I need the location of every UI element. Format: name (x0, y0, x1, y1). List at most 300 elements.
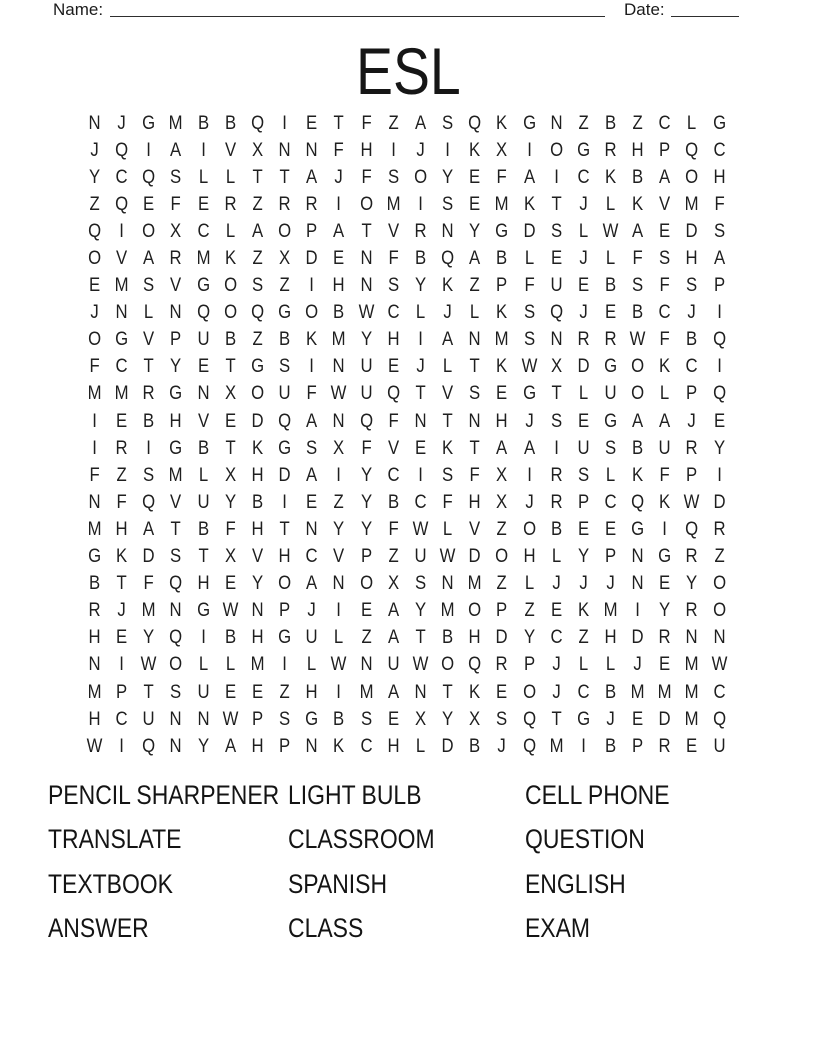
grid-cell: X (387, 573, 399, 595)
grid-cell: S (360, 708, 372, 730)
grid-cell: C (387, 464, 400, 486)
grid-cell: O (631, 383, 645, 405)
grid-cell: P (496, 600, 508, 622)
grid-cell: E (686, 735, 698, 757)
grid-cell: G (712, 112, 726, 134)
grid-cell: X (496, 139, 508, 161)
grid-cell: E (577, 518, 589, 540)
grid-cell: G (631, 518, 645, 540)
grid-cell: Y (224, 491, 236, 513)
grid-cell: J (307, 600, 317, 622)
grid-cell: J (579, 302, 588, 324)
grid-cell: N (631, 573, 644, 595)
grid-cell: B (197, 437, 209, 459)
grid-cell: D (495, 627, 508, 649)
grid-cell: L (578, 220, 589, 242)
grid-cell: C (305, 546, 318, 568)
grid-cell: C (577, 681, 590, 703)
grid-cell: S (442, 193, 454, 215)
grid-cell: B (604, 681, 617, 703)
grid-cell: C (685, 356, 699, 378)
grid-cell: P (577, 491, 589, 513)
grid-cell: L (225, 654, 236, 676)
grid-cell: Y (659, 600, 671, 622)
grid-cell: J (552, 681, 561, 703)
grid-cell: Z (89, 193, 100, 215)
grid-cell: D (468, 546, 481, 568)
grid-cell: R (658, 735, 671, 757)
grid-cell: Q (441, 248, 455, 270)
grid-cell: G (305, 708, 319, 730)
grid-cell: R (550, 464, 563, 486)
grid-cell: G (522, 383, 536, 405)
grid-cell: E (414, 437, 427, 459)
grid-cell: P (279, 600, 291, 622)
grid-cell: Z (361, 627, 372, 649)
grid-cell: A (713, 248, 725, 270)
grid-cell: L (334, 627, 344, 649)
grid-cell: N (631, 546, 644, 568)
grid-cell: V (442, 383, 454, 405)
grid-cell: F (170, 193, 182, 215)
grid-cell: X (496, 491, 508, 513)
grid-cell: R (305, 193, 318, 215)
grid-cell: G (251, 356, 265, 378)
grid-cell: Q (522, 708, 536, 730)
grid-cell: X (224, 464, 236, 486)
grid-cell: V (387, 437, 399, 459)
grid-cell: V (224, 139, 236, 161)
grid-cell: B (632, 302, 644, 324)
grid-cell: A (306, 573, 318, 595)
grid-cell: O (142, 220, 156, 242)
grid-cell: E (469, 193, 481, 215)
grid-cell: N (88, 654, 101, 676)
grid-cell: D (658, 708, 671, 730)
word-list-column-1 (48, 773, 320, 951)
grid-cell: M (685, 193, 699, 215)
grid-cell: Y (170, 356, 182, 378)
grid-cell: S (306, 437, 318, 459)
grid-cell: E (496, 383, 508, 405)
grid-cell: J (606, 708, 615, 730)
grid-cell: K (442, 437, 454, 459)
grid-cell: O (169, 654, 183, 676)
grid-cell: P (523, 654, 535, 676)
grid-cell: Y (360, 518, 372, 540)
grid-cell: S (279, 708, 291, 730)
grid-cell: H (468, 491, 481, 513)
grid-cell: G (169, 437, 183, 459)
grid-cell: K (224, 248, 236, 270)
grid-cell: M (630, 681, 645, 703)
grid-cell: E (197, 193, 209, 215)
grid-cell: Y (88, 166, 101, 188)
grid-cell: V (116, 248, 128, 270)
grid-cell: H (278, 546, 291, 568)
grid-cell: H (251, 627, 264, 649)
grid-cell: L (307, 654, 317, 676)
grid-cell: S (604, 437, 617, 459)
grid-cell: O (413, 166, 427, 188)
grid-cell: T (415, 383, 426, 405)
grid-cell: C (658, 112, 671, 134)
grid-cell: Q (359, 410, 373, 432)
grid-cell: T (361, 220, 372, 242)
grid-cell: N (332, 356, 346, 378)
grid-cell: N (360, 654, 373, 676)
grid-cell: U (577, 437, 590, 459)
grid-cell: L (605, 464, 616, 486)
grid-cell: N (197, 383, 210, 405)
grid-cell: M (494, 193, 509, 215)
grid-cell: M (169, 112, 184, 134)
grid-cell: J (687, 410, 697, 432)
grid-cell: O (88, 248, 102, 270)
grid-cell: R (495, 654, 508, 676)
grid-cell: Q (549, 302, 563, 324)
grid-cell: K (496, 112, 508, 134)
grid-cell: F (659, 329, 670, 351)
word-item: EXAM (525, 913, 591, 944)
grid-cell: V (143, 329, 155, 351)
grid-cell: P (251, 708, 264, 730)
grid-cell: M (549, 735, 564, 757)
grid-cell: R (685, 546, 699, 568)
grid-cell: B (224, 627, 236, 649)
grid-cell: S (143, 464, 155, 486)
grid-cell: C (658, 302, 671, 324)
grid-cell: N (169, 735, 183, 757)
grid-cell: Y (686, 573, 698, 595)
grid-cell: N (685, 627, 699, 649)
grid-cell: N (360, 248, 373, 270)
grid-cell: Y (197, 735, 209, 757)
grid-cell: Z (252, 248, 263, 270)
grid-cell: O (631, 356, 645, 378)
grid-cell: F (469, 464, 480, 486)
grid-cell: B (442, 627, 454, 649)
grid-cell: K (659, 356, 671, 378)
grid-cell: Q (251, 112, 265, 134)
grid-cell: F (225, 518, 236, 540)
grid-cell: H (523, 546, 536, 568)
grid-cell: D (251, 410, 264, 432)
grid-cell: K (577, 600, 589, 622)
grid-cell: O (223, 275, 237, 297)
grid-cell: G (169, 383, 183, 405)
grid-cell: K (632, 464, 644, 486)
grid-cell: I (390, 139, 396, 161)
date-label: Date: (624, 0, 665, 19)
grid-cell: S (414, 573, 427, 595)
grid-cell: W (140, 654, 157, 676)
grid-cell: J (552, 654, 561, 676)
grid-cell: X (224, 546, 236, 568)
word-list-column-2 (288, 773, 461, 951)
grid-cell: L (605, 193, 616, 215)
grid-cell: T (279, 166, 290, 188)
grid-cell: R (169, 248, 183, 270)
grid-cell: Z (333, 491, 345, 513)
grid-cell: N (468, 329, 481, 351)
grid-cell: F (388, 248, 399, 270)
grid-cell: W (331, 654, 347, 676)
grid-cell: I (418, 193, 423, 215)
grid-cell: T (225, 437, 236, 459)
grid-cell: H (332, 275, 346, 297)
grid-cell: S (523, 302, 535, 324)
grid-cell: J (416, 356, 425, 378)
grid-cell: G (604, 410, 618, 432)
grid-cell: Q (278, 410, 292, 432)
grid-cell: Q (712, 383, 726, 405)
grid-cell: Z (578, 627, 589, 649)
grid-cell: K (306, 329, 318, 351)
grid-cell: I (146, 437, 152, 459)
grid-cell: I (553, 166, 559, 188)
grid-cell: H (197, 573, 210, 595)
grid-cell: Q (712, 708, 726, 730)
grid-cell: B (224, 329, 236, 351)
grid-cell: K (523, 193, 535, 215)
grid-cell: P (686, 464, 698, 486)
grid-cell: G (576, 139, 590, 161)
word-item: PENCIL SHARPENER (48, 779, 280, 810)
grid-cell: Y (360, 464, 372, 486)
grid-cell: A (306, 464, 318, 486)
grid-cell: V (659, 193, 671, 215)
grid-cell: J (633, 654, 642, 676)
grid-cell: N (169, 600, 183, 622)
grid-cell: U (658, 437, 671, 459)
grid-cell: C (713, 139, 726, 161)
grid-cell: Z (469, 275, 480, 297)
grid-cell: R (685, 600, 699, 622)
grid-cell: F (361, 166, 372, 188)
grid-cell: P (604, 546, 617, 568)
grid-cell: G (278, 627, 292, 649)
grid-cell: N (305, 518, 318, 540)
grid-cell: U (197, 329, 210, 351)
grid-cell: J (524, 410, 534, 432)
grid-cell: I (336, 681, 342, 703)
word-item: CLASS (288, 913, 364, 944)
grid-cell: E (604, 302, 617, 324)
grid-cell: U (142, 708, 155, 730)
word-item: SPANISH (288, 868, 388, 899)
grid-cell: I (336, 464, 342, 486)
grid-cell: W (629, 329, 646, 351)
grid-cell: K (469, 681, 481, 703)
grid-cell: V (170, 491, 182, 513)
grid-cell: K (604, 166, 617, 188)
grid-cell: L (442, 518, 453, 540)
grid-cell: M (196, 248, 211, 270)
grid-cell: Z (252, 329, 263, 351)
grid-cell: L (415, 302, 426, 324)
grid-cell: E (577, 410, 589, 432)
grid-cell: S (170, 166, 182, 188)
grid-cell: E (496, 681, 508, 703)
grid-cell: E (224, 681, 236, 703)
grid-cell: C (360, 735, 373, 757)
grid-cell: F (496, 166, 508, 188)
grid-cell: S (387, 166, 399, 188)
grid-cell: F (659, 464, 670, 486)
grid-cell: S (442, 464, 454, 486)
grid-cell: I (336, 600, 342, 622)
grid-cell: Q (142, 166, 156, 188)
grid-cell: C (577, 166, 590, 188)
grid-cell: U (197, 681, 210, 703)
grid-cell: N (550, 329, 563, 351)
grid-cell: H (685, 248, 699, 270)
grid-cell: Y (414, 275, 427, 297)
grid-cell: A (387, 681, 399, 703)
grid-cell: E (143, 193, 155, 215)
grid-cell: I (282, 654, 287, 676)
grid-cell: Q (115, 139, 129, 161)
grid-cell: F (442, 491, 453, 513)
grid-cell: N (713, 627, 726, 649)
grid-cell: Q (142, 735, 156, 757)
grid-cell: E (659, 654, 671, 676)
grid-cell: E (469, 166, 481, 188)
grid-cell: F (333, 139, 345, 161)
grid-cell: A (143, 248, 155, 270)
grid-cell: D (631, 627, 644, 649)
grid-cell: S (632, 275, 644, 297)
name-underline (110, 0, 605, 17)
grid-cell: Q (685, 518, 699, 540)
grid-cell: W (331, 383, 347, 405)
grid-cell: D (441, 735, 454, 757)
grid-cell: X (251, 139, 264, 161)
grid-cell: X (496, 464, 508, 486)
grid-cell: N (197, 708, 210, 730)
grid-cell: E (550, 248, 562, 270)
grid-cell: P (713, 275, 725, 297)
grid-cell: V (197, 410, 209, 432)
grid-cell: J (524, 491, 534, 513)
grid-cell: B (224, 112, 236, 134)
grid-cell: E (224, 573, 236, 595)
grid-cell: P (659, 139, 671, 161)
grid-cell: F (714, 193, 725, 215)
grid-cell: M (359, 681, 374, 703)
grid-cell: Q (386, 383, 400, 405)
grid-cell: O (468, 600, 482, 622)
grid-cell: Z (388, 546, 399, 568)
grid-cell: R (550, 491, 563, 513)
grid-cell: B (88, 573, 101, 595)
grid-cell: D (577, 356, 590, 378)
grid-cell: F (89, 464, 100, 486)
grid-cell: J (579, 248, 588, 270)
grid-cell: O (359, 193, 373, 215)
grid-cell: A (659, 410, 671, 432)
grid-cell: C (414, 491, 427, 513)
grid-cell: S (577, 464, 589, 486)
grid-cell: I (119, 654, 125, 676)
grid-cell: R (713, 518, 726, 540)
grid-cell: H (631, 139, 644, 161)
grid-cell: M (87, 681, 102, 703)
grid-cell: O (278, 573, 292, 595)
grid-cell: M (685, 708, 699, 730)
grid-cell: N (441, 220, 454, 242)
grid-cell: K (333, 735, 345, 757)
grid-cell: B (496, 248, 508, 270)
grid-cell: I (119, 735, 125, 757)
grid-cell: I (200, 627, 206, 649)
grid-cell: L (198, 464, 208, 486)
grid-cell: B (387, 491, 399, 513)
grid-cell: S (387, 275, 399, 297)
grid-cell: G (196, 600, 210, 622)
grid-cell: A (306, 410, 318, 432)
grid-cell: L (144, 302, 154, 324)
grid-cell: Q (169, 627, 183, 649)
grid-cell: B (197, 112, 209, 134)
grid-cell: Y (577, 546, 589, 568)
grid-cell: G (88, 546, 102, 568)
grid-cell: E (387, 356, 399, 378)
grid-cell: T (333, 112, 345, 134)
word-item: ENGLISH (525, 868, 626, 899)
grid-cell: V (387, 220, 399, 242)
grid-cell: F (143, 573, 154, 595)
grid-cell: K (469, 139, 481, 161)
grid-cell: E (306, 112, 318, 134)
grid-cell: I (418, 464, 423, 486)
grid-cell: S (713, 220, 725, 242)
grid-cell: N (468, 410, 481, 432)
grid-cell: P (632, 735, 644, 757)
grid-cell: E (306, 491, 318, 513)
grid-cell: Y (414, 600, 427, 622)
grid-cell: T (225, 356, 236, 378)
grid-cell: S (550, 220, 562, 242)
grid-cell: Q (685, 139, 699, 161)
grid-cell: R (658, 627, 671, 649)
grid-cell: N (169, 302, 183, 324)
grid-cell: J (579, 573, 588, 595)
word-item: ANSWER (48, 913, 149, 944)
grid-cell: I (418, 329, 423, 351)
grid-cell: P (170, 329, 182, 351)
grid-cell: U (414, 546, 427, 568)
grid-cell: S (550, 410, 562, 432)
grid-cell: H (387, 735, 400, 757)
grid-cell: T (143, 681, 154, 703)
grid-cell: E (659, 573, 671, 595)
grid-cell: Z (496, 573, 508, 595)
grid-cell: F (361, 437, 372, 459)
grid-cell: S (686, 275, 698, 297)
grid-cell: X (224, 383, 236, 405)
grid-cell: L (225, 166, 236, 188)
grid-cell: E (116, 410, 128, 432)
grid-cell: W (222, 708, 239, 730)
grid-cell: I (119, 220, 125, 242)
grid-cell: S (170, 681, 182, 703)
grid-cell: T (116, 573, 127, 595)
grid-cell: S (442, 112, 454, 134)
grid-cell: H (88, 708, 101, 730)
grid-cell: H (387, 329, 400, 351)
